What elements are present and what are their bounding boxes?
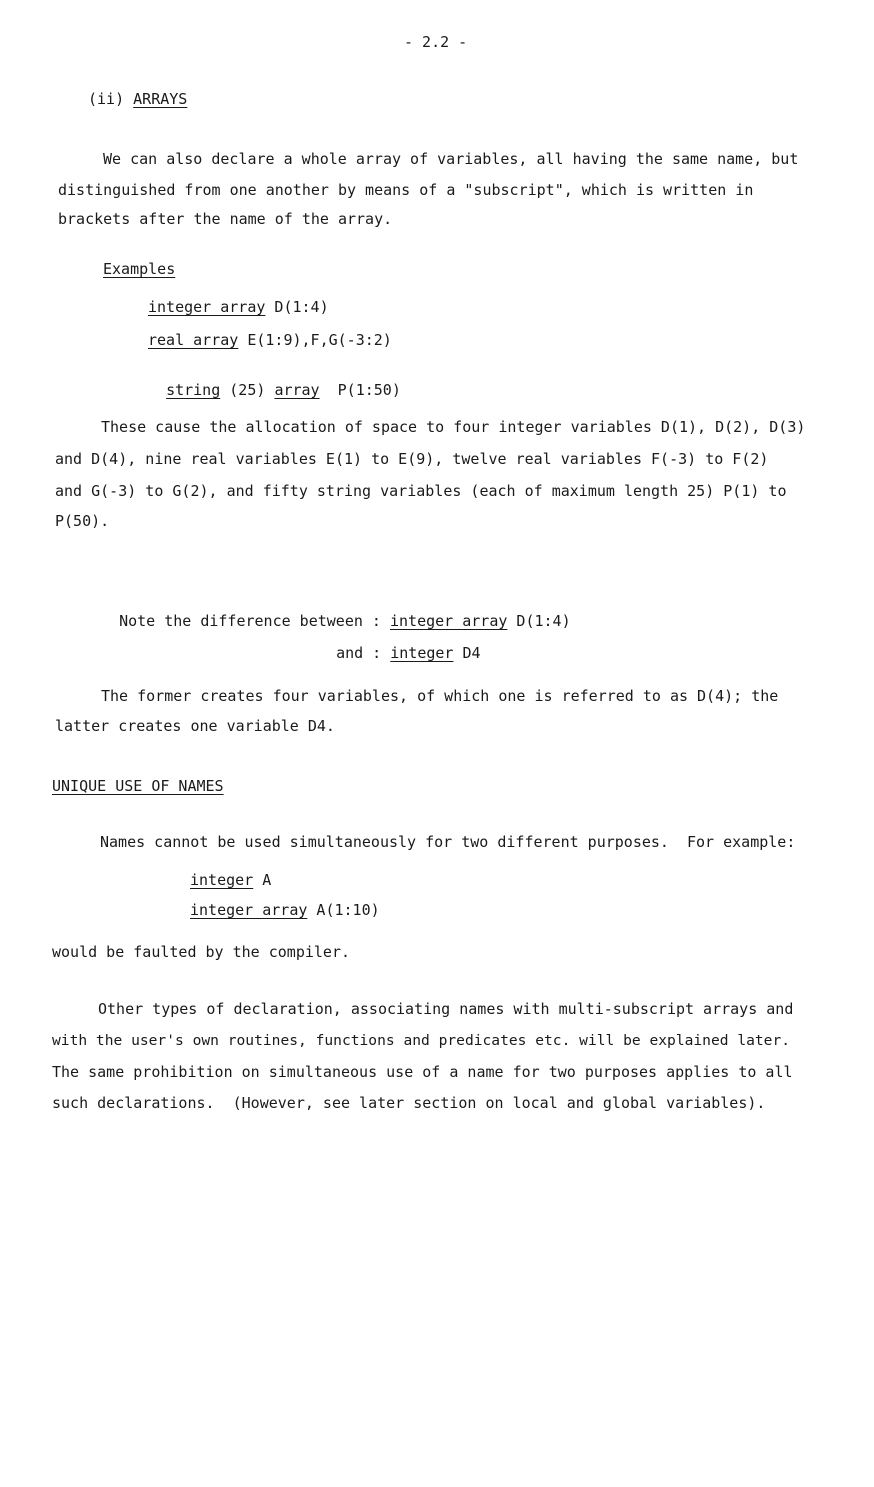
former-line-2: latter creates one variable D4. [55,717,335,735]
example-integer-array [148,298,329,316]
code-middle: (25) [220,381,275,399]
arrays-heading [88,90,187,108]
keyword: integer [390,644,454,662]
keyword: real array [148,331,239,349]
note-line-2 [318,626,481,662]
example-real-array [148,331,392,349]
keyword: array [274,381,320,399]
unique-intro: Names cannot be used simultaneously for two different purposes. For example: [100,833,796,851]
code-rest: D4 [453,644,481,662]
closing-line-4: such declarations. (However, see later section on local and global variables). [52,1094,766,1112]
closing-line-2: with the user's own routines, functions and predicates etc. will be explained later. [52,1032,791,1049]
section-title: ARRAYS [133,90,188,108]
arrays-intro-line-2: distinguished from one another by means of a "subscript", which is written in [58,181,754,199]
unique-code-2 [190,901,380,919]
note-and: and : [336,644,391,662]
keyword: integer [190,871,254,889]
allocation-line-2: and D(4), nine real variables E(1) to E(9), twelve real variables F(-3) to F(2) [55,450,769,468]
keyword: string [166,381,221,399]
code-rest: P(1:50) [319,381,401,399]
allocation-line-4: P(50). [55,512,110,530]
note-prefix: Note the difference between : [119,612,390,630]
section-label: (ii) [88,90,125,108]
closing-line-3: The same prohibition on simultaneous use of a name for two purposes applies to all [52,1063,793,1081]
code-rest: A [253,871,272,889]
arrays-intro-line-3: brackets after the name of the array. [58,210,393,228]
allocation-line-1: These cause the allocation of space to four integer variables D(1), D(2), D(3) [101,418,806,436]
page-number: - 2.2 - [404,33,468,51]
examples-heading: Examples [103,260,176,278]
code-rest: D(1:4) [507,612,571,630]
code-rest: A(1:10) [307,901,380,919]
note-line-1 [101,594,571,630]
keyword: integer array [390,612,508,630]
closing-line-1: Other types of declaration, associating names with multi-subscript arrays and [98,1000,794,1018]
arrays-intro-line-1: We can also declare a whole array of variables, all having the same name, but [103,150,799,168]
keyword: integer array [148,298,266,316]
faulted-line: would be faulted by the compiler. [52,943,351,961]
unique-code-1 [190,871,271,889]
keyword: integer array [190,901,308,919]
former-line-1: The former creates four variables, of which one is referred to as D(4); the [101,687,779,705]
unique-heading: UNIQUE USE OF NAMES [52,777,224,795]
allocation-line-3: and G(-3) to G(2), and fifty string variables (each of maximum length 25) P(1) to [55,482,787,500]
code-rest: E(1:9),F,G(-3:2) [238,331,392,349]
code-rest: D(1:4) [265,298,329,316]
example-string-array [148,363,401,399]
